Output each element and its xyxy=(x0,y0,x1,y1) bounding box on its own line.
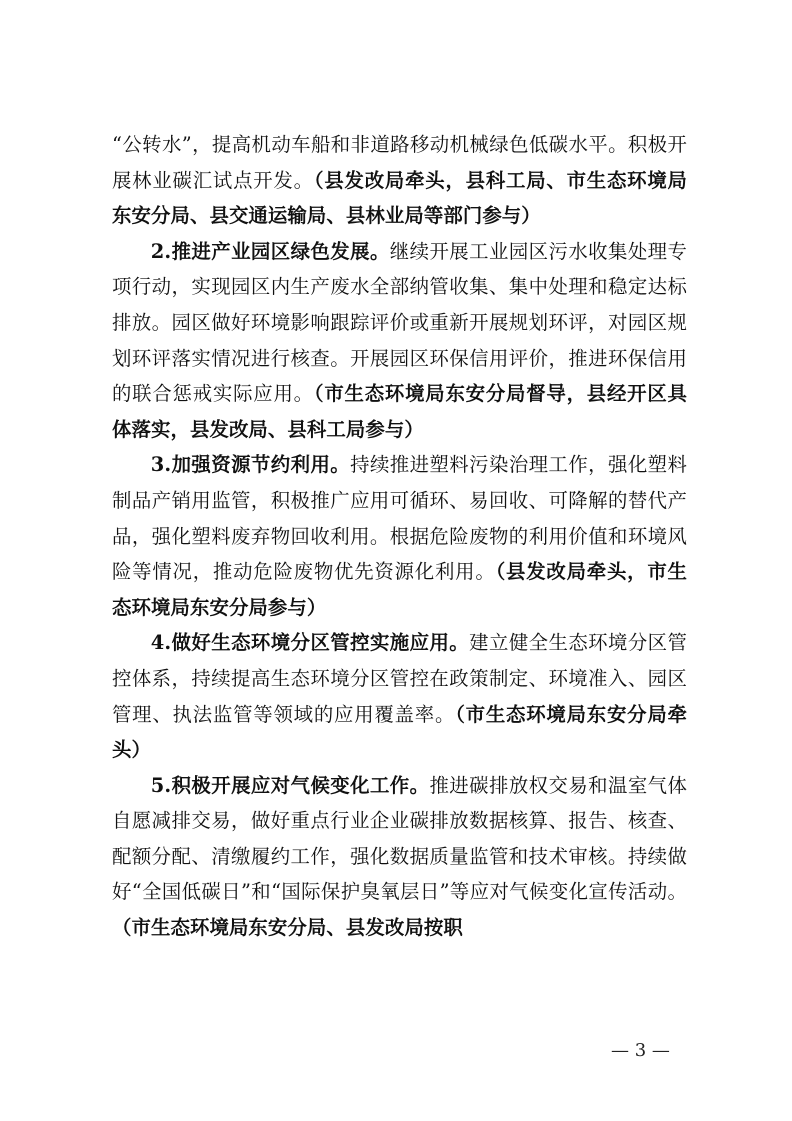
paragraph-continued xyxy=(112,127,687,234)
page-number: — 3 — xyxy=(611,1040,670,1061)
item-heading: 3.加强资源节约利用。 xyxy=(150,453,351,477)
text-run: 持续推进塑料污染治理工作，强化塑料制品产销用监管，积极推广应用可循环、易回收、可降解的替代产品，强化塑料废弃物回收利用。根据危险废物的利用价值和环境风险等情况，推动危险废物优先资源化利用。 xyxy=(112,453,688,584)
text-run: 推进碳排放权交易和温室气体自愿减排交易，做好重点行业企业碳排放数据核算、报告、核查、配额分配、清缴履约工作，强化数据质量监管和技术审核。持续做好“全国低碳日”和“国际保护臭氧层日”等应对气候变化宣传活动。 xyxy=(112,773,687,904)
item-heading: 4.做好生态环境分区管控实施应用。 xyxy=(150,631,470,655)
item-heading: 2.推进产业园区绿色发展。 xyxy=(150,239,390,263)
paragraph-item-2 xyxy=(112,234,687,448)
responsibility-note: （市生态环境局东安分局牵头） xyxy=(112,702,688,762)
text-run: “公转水”，提高机动车船和非道路移动机械绿色低碳水平。积极开展林业碳汇试点开发。 xyxy=(112,133,687,192)
paragraph-item-3 xyxy=(112,447,687,625)
body-text xyxy=(112,127,687,946)
responsibility-note: （县发改局牵头，县科工局、市生态环境局东安分局、县交通运输局、县林业局等部门参与） xyxy=(112,168,687,228)
responsibility-note: （市生态环境局东安分局、县发改局按职 xyxy=(112,916,463,940)
text-run: 建立健全生态环境分区管控体系，持续提高生态环境分区管控在政策制定、环境准入、园区管理、执法监管等领域的应用覆盖率。 xyxy=(112,631,687,726)
responsibility-note: （县发改局牵头，市生态环境局东安分局参与） xyxy=(112,560,687,619)
item-heading: 5.积极开展应对气候变化工作。 xyxy=(150,773,430,797)
responsibility-note: （市生态环境局东安分局督导，县经开区具体落实，县发改局、县科工局参与） xyxy=(112,382,687,441)
text-run: 继续开展工业园区污水收集处理专项行动，实现园区内生产废水全部纳管收集、集中处理和稳定达标排放。园区做好环境影响跟踪评价或重新开展规划环评，对园区规划环评落实情况进行核查。开展园区环保信用评价，推进环保信用的联合惩戒实际应用。 xyxy=(112,239,688,406)
paragraph-item-5 xyxy=(112,768,687,946)
paragraph-item-4 xyxy=(112,625,687,767)
